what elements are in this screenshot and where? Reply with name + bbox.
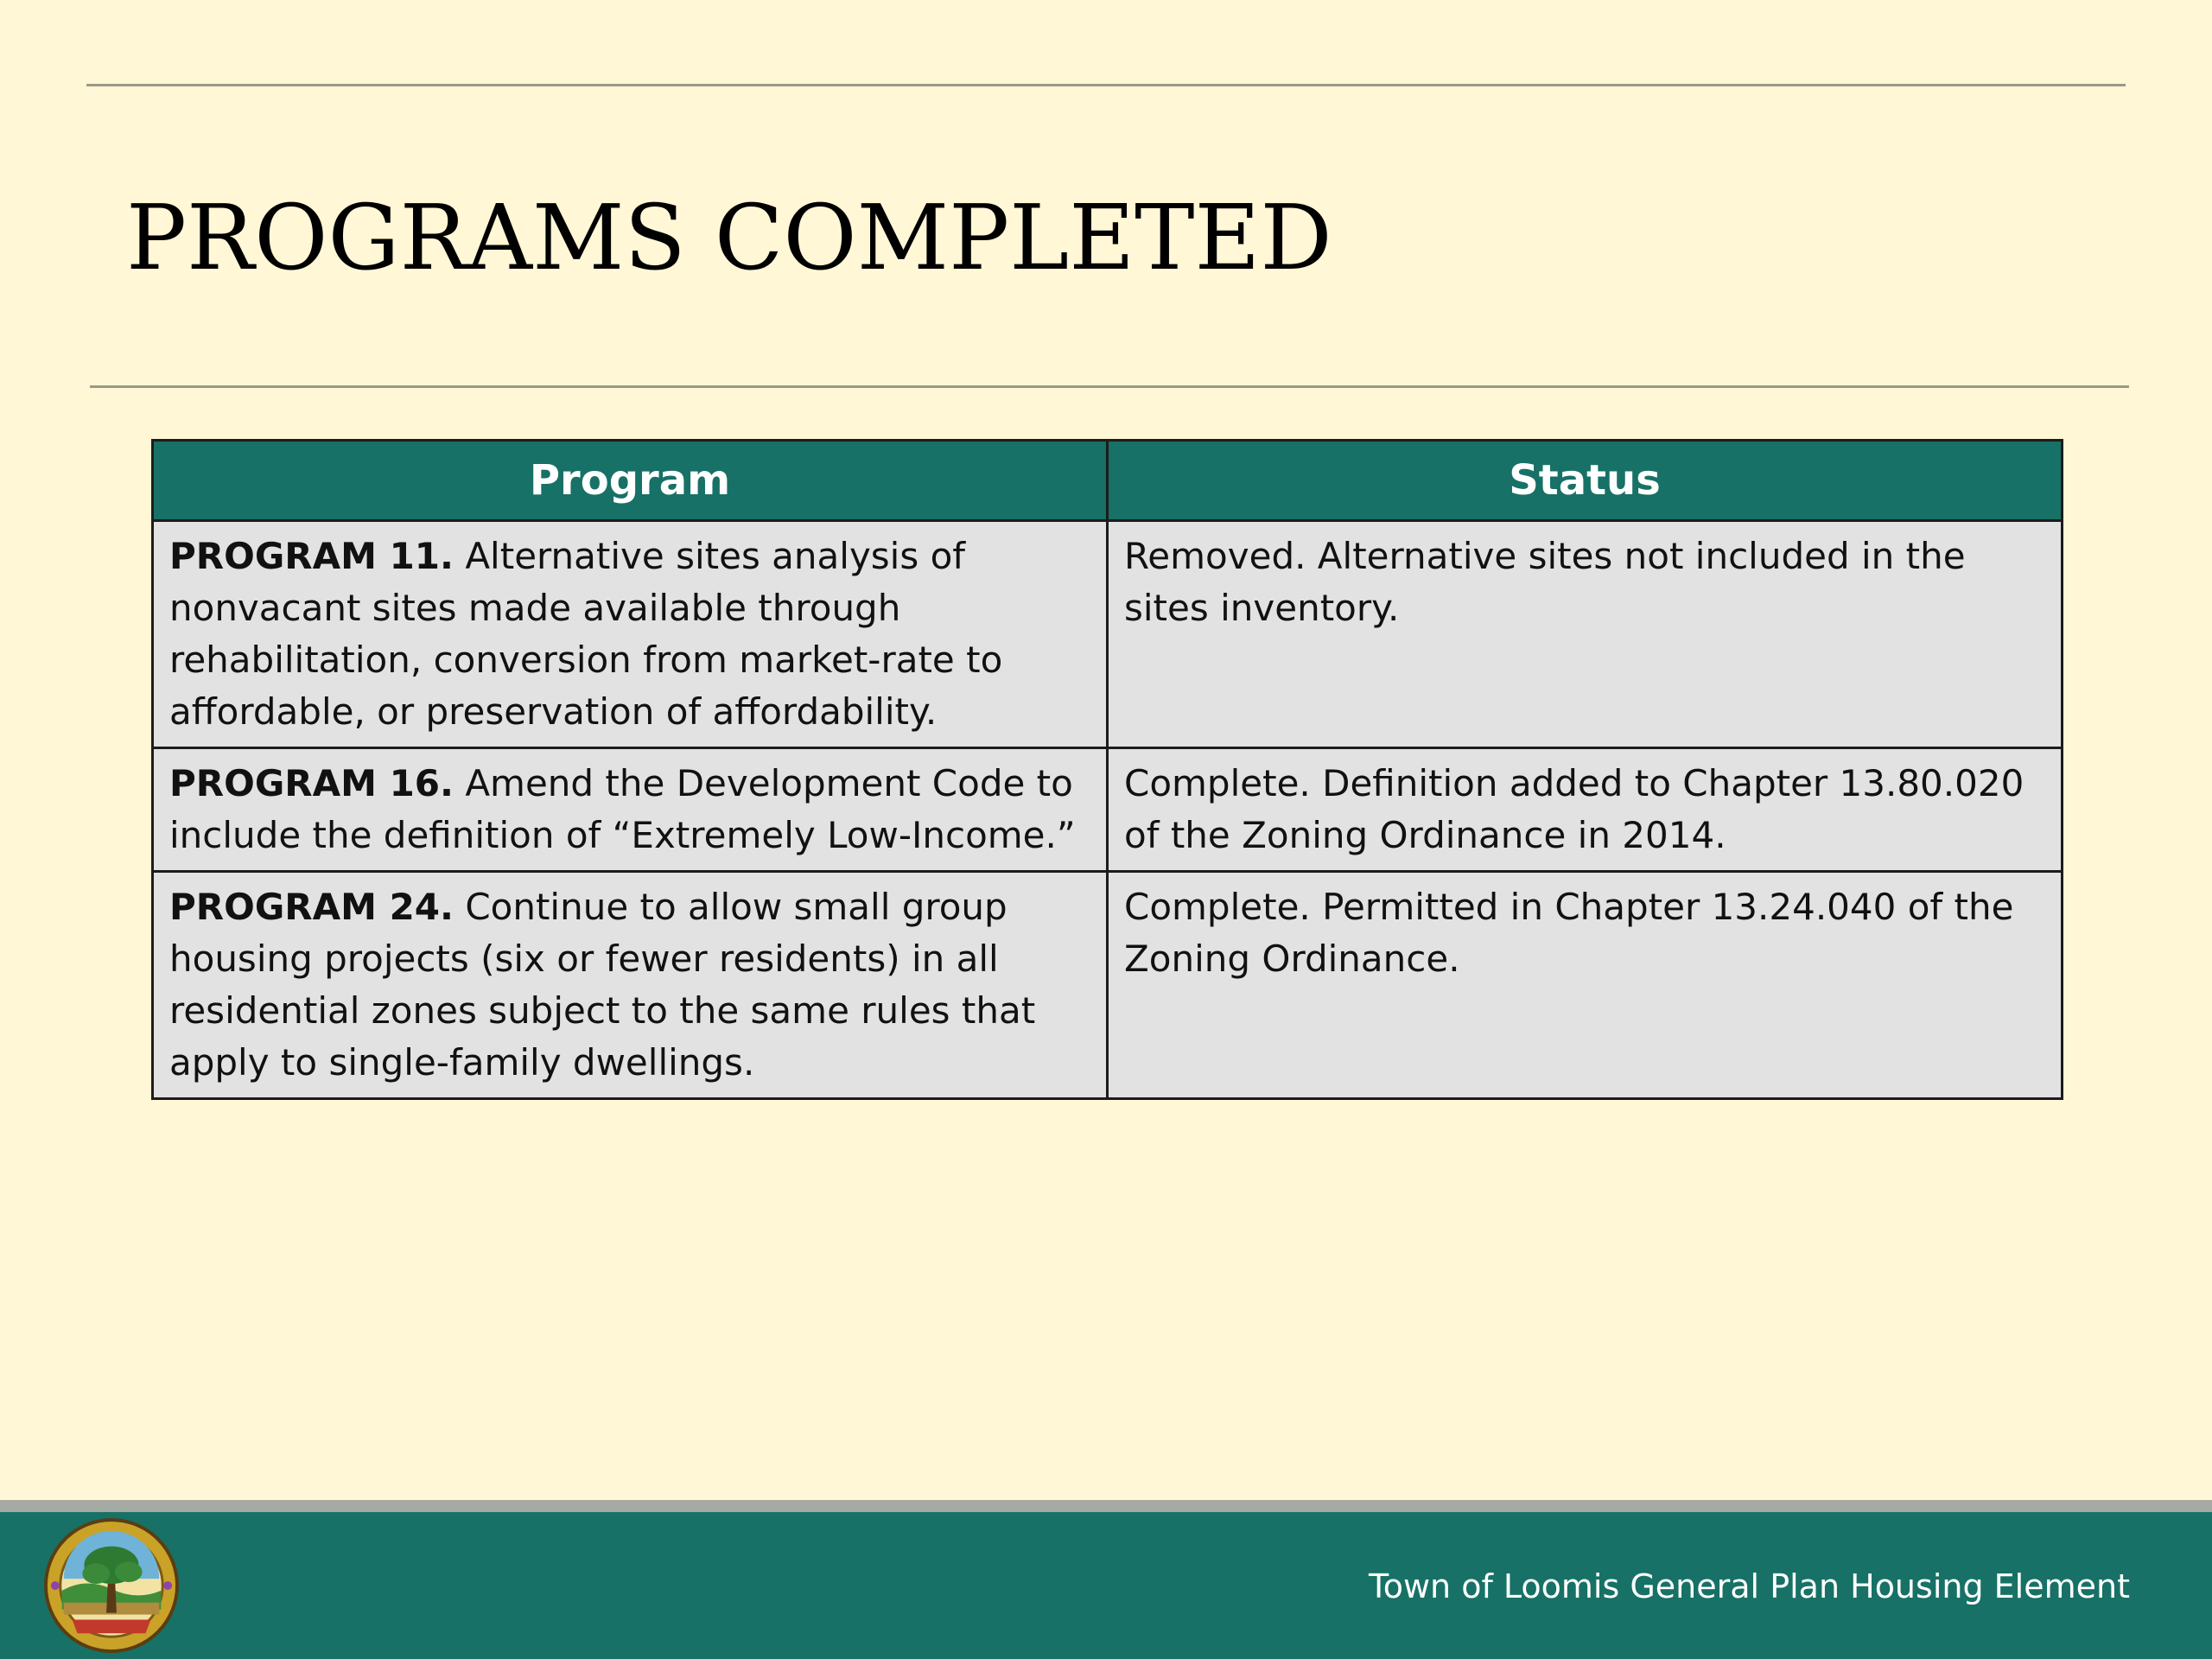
town-seal-icon [43, 1517, 180, 1654]
program-description: Continue to allow small group housing projects (six or fewer residents) in all residential zones subject to the same rules that apply to single-family dwellings. [169, 886, 1036, 1084]
status-column-header: Status [1108, 441, 2063, 521]
status-cell: Complete. Permitted in Chapter 13.24.040 of the Zoning Ordinance. [1108, 872, 2063, 1099]
program-cell [153, 748, 1108, 872]
table-row [153, 521, 2063, 748]
programs-table [151, 439, 2063, 1100]
table-row [153, 872, 2063, 1099]
top-divider [86, 84, 2126, 86]
program-cell [153, 521, 1108, 748]
program-description: Alternative sites analysis of nonvacant sites made available through rehabilitation, conversion from market-rate to affordable, or preservation of affordability. [169, 535, 1003, 733]
page-title: PROGRAMS COMPLETED [126, 185, 1332, 290]
program-id: PROGRAM 24. [169, 886, 454, 928]
footer-bar [0, 1512, 2212, 1659]
table-row [153, 748, 2063, 872]
program-id: PROGRAM 11. [169, 535, 454, 577]
footer-divider-strip [0, 1500, 2212, 1512]
status-cell: Removed. Alternative sites not included in the sites inventory. [1108, 521, 2063, 748]
program-cell [153, 872, 1108, 1099]
table-header-row [153, 441, 2063, 521]
footer-title: Town of Loomis General Plan Housing Element [1368, 1567, 2130, 1605]
program-description: Amend the Development Code to include the definition of “Extremely Low-Income.” [169, 762, 1076, 856]
program-id: PROGRAM 16. [169, 762, 454, 804]
status-cell: Complete. Definition added to Chapter 13.80.020 of the Zoning Ordinance in 2014. [1108, 748, 2063, 872]
program-column-header: Program [153, 441, 1108, 521]
title-divider [90, 385, 2129, 388]
